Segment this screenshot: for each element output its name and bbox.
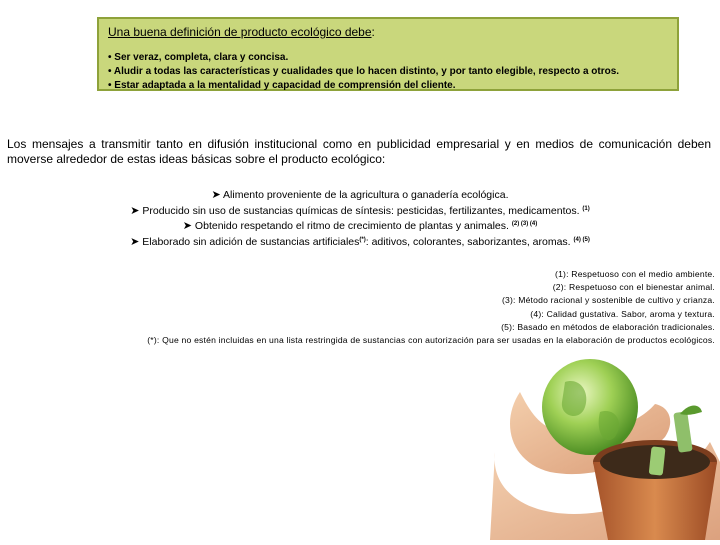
- feature-text: Producido sin uso de sustancias químicas de síntesis: pesticidas, fertilizantes, medicamentos.: [139, 204, 583, 217]
- arrow-icon: ➤: [182, 220, 193, 232]
- footnote: (3): Método racional y sostenible de cultivo y crianza.: [501, 295, 715, 306]
- intro-paragraph: Los mensajes a transmitir tanto en difusión institucional como en publicidad empresarial y en medios de comunicación deben moverse alrededor de estas ideas básicas sobre el producto ecológico:: [7, 137, 711, 166]
- arrow-icon: ➤: [130, 204, 140, 217]
- definition-item: • Aludir a todas las características y cualidades que lo hacen distinto, y por tanto elegible, respecto a otros.: [108, 66, 620, 77]
- footnote: (*): Que no estén incluidas en una lista restringida de sustancias con autorización para ser usadas en la elaboración de productos ecológicos.: [147, 335, 715, 346]
- feature-list: [0, 189, 720, 249]
- feature-text: Obtenido respetando el ritmo de crecimiento de plantas y animales.: [192, 220, 512, 232]
- feature-item: [0, 203, 720, 219]
- feature-item: [0, 234, 720, 250]
- arrow-icon: ➤: [211, 189, 221, 201]
- hands-globe-plant-pot-icon: [490, 352, 720, 540]
- footnotes: [147, 268, 715, 347]
- arrow-icon: ➤: [130, 235, 140, 248]
- footnote: (1): Respetuoso con el medio ambiente.: [555, 269, 715, 279]
- footnote: (5): Basado en métodos de elaboración tradicionales.: [501, 321, 715, 332]
- footnote-ref: (1): [582, 205, 590, 212]
- definition-box: [97, 17, 679, 91]
- footnote-ref: (*): [359, 236, 366, 243]
- definition-title-colon: :: [371, 25, 375, 39]
- feature-text: Alimento proveniente de la agricultura o ganadería ecológica.: [220, 189, 509, 201]
- footnote-ref: (2) (3) (4): [511, 221, 538, 227]
- definition-title-text: Una buena definición de producto ecológico debe: [108, 25, 372, 39]
- feature-item: [0, 189, 720, 203]
- feature-item: [0, 218, 720, 234]
- definition-item: • Estar adaptada a la mentalidad y capacidad de comprensión del cliente.: [108, 80, 456, 91]
- footnote: (2): Respetuoso con el bienestar animal.: [552, 282, 715, 293]
- definition-item: • Ser veraz, completa, clara y concisa.: [108, 52, 289, 63]
- definition-title: [108, 25, 669, 39]
- feature-text: Elaborado sin adición de sustancias artificiales: [139, 235, 360, 248]
- feature-text-tail: : aditivos, colorantes, saborizantes, aromas.: [365, 235, 574, 248]
- footnote-ref: (4) (5): [573, 236, 590, 243]
- footnote: (4): Calidad gustativa. Sabor, aroma y textura.: [530, 308, 715, 319]
